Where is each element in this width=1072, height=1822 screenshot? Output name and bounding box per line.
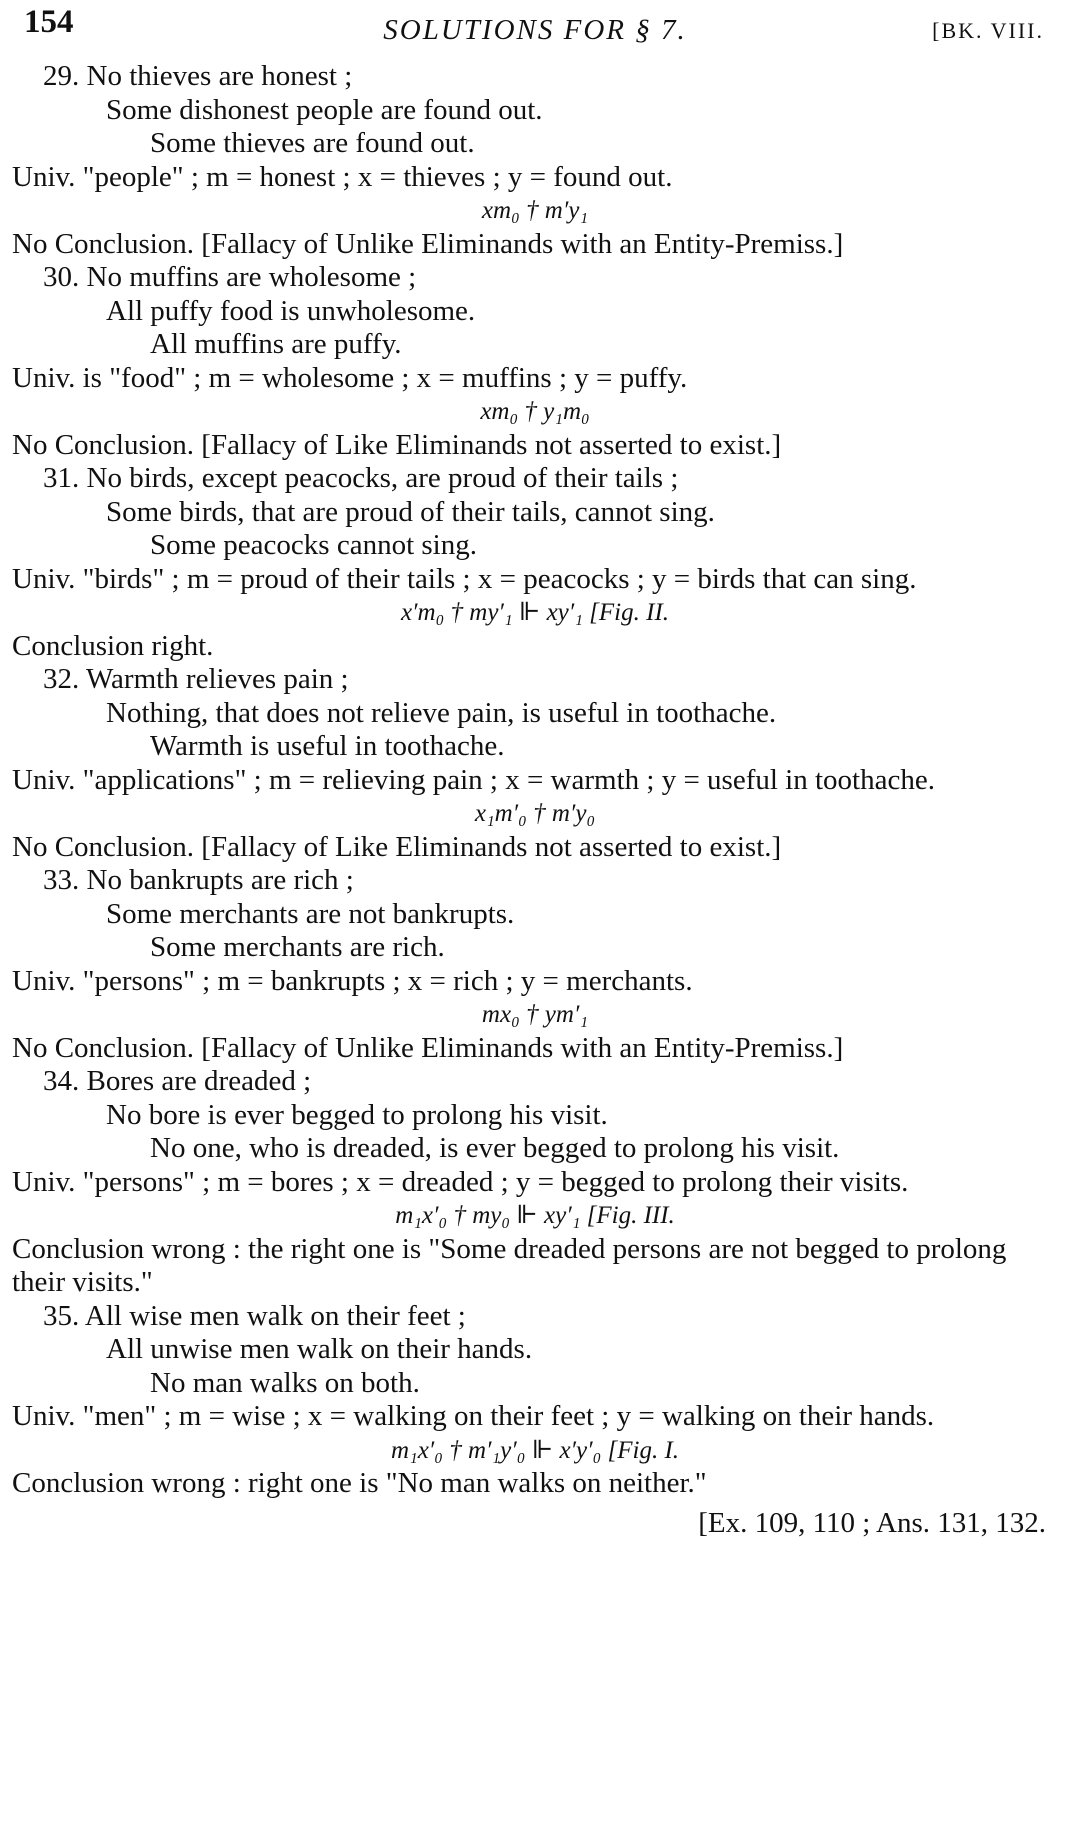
problem-32 (12, 663, 1058, 864)
problem-number: 33. (43, 864, 80, 896)
book-reference: [BK. VIII. (932, 18, 1044, 43)
universe-definition: Univ. is "food" ; m = wholesome ; x = muffins ; y = puffy. (12, 361, 688, 394)
problem-number: 31. (43, 462, 80, 494)
problem-33 (12, 864, 1058, 1065)
formula: mx₀ † ym′₁ (481, 1001, 589, 1028)
premise-second: All puffy food is unwholesome. (106, 294, 476, 327)
premise-second: Some dishonest people are found out. (106, 93, 543, 126)
universe-definition: Univ. "persons" ; m = bores ; x = dreaded ; y = begged to prolong their visits. (12, 1165, 909, 1198)
formula: m₁x′₀ † m′₁y′₀ ⊩ x′y′₀ [Fig. I. (390, 1436, 680, 1464)
premise-first: 29. No thieves are honest ; (43, 60, 353, 92)
universe-definition: Univ. "birds" ; m = proud of their tails ; x = peacocks ; y = birds that can sing. (12, 562, 917, 595)
problem-29 (12, 60, 1058, 261)
problem-number: 35. (43, 1299, 80, 1332)
premise-second: Some merchants are not bankrupts. (106, 897, 515, 930)
result: No Conclusion. [Fallacy of Unlike Eliminands with an Entity-Premiss.] (12, 1031, 844, 1064)
problem-30 (12, 261, 1058, 462)
premise-first: 35. All wise men walk on their feet ; (43, 1299, 466, 1332)
conclusion: No man walks on both. (150, 1366, 420, 1399)
result: No Conclusion. [Fallacy of Unlike Eliminands with an Entity-Premiss.] (12, 227, 844, 260)
result: No Conclusion. [Fallacy of Like Eliminands not asserted to exist.] (12, 428, 782, 461)
premise-second: Some birds, that are proud of their tails, cannot sing. (106, 495, 715, 528)
problem-number: 29. (43, 60, 80, 92)
universe-definition: Univ. "people" ; m = honest ; x = thieves ; y = found out. (12, 160, 673, 193)
premise-first: 32. Warmth relieves pain ; (43, 663, 349, 695)
page-number: 154 (24, 4, 74, 40)
universe-definition: Univ. "men" ; m = wise ; x = walking on their feet ; y = walking on their hands. (12, 1400, 935, 1432)
premise-second: All unwise men walk on their hands. (106, 1333, 533, 1365)
problem-number: 30. (43, 261, 80, 293)
formula: x₁m′₀ † m′y₀ (474, 800, 596, 827)
premise-first: 30. No muffins are wholesome ; (43, 261, 417, 293)
result: Conclusion wrong : the right one is "Some dreaded persons are not begged to prolong their visits." (12, 1232, 1007, 1298)
universe-definition: Univ. "persons" ; m = bankrupts ; x = rich ; y = merchants. (12, 964, 693, 997)
problem-number: 34. (43, 1065, 80, 1097)
premise-second: Nothing, that does not relieve pain, is useful in toothache. (106, 696, 777, 729)
result: No Conclusion. [Fallacy of Like Eliminands not asserted to exist.] (12, 830, 782, 863)
premise-second: No bore is ever begged to prolong his visit. (106, 1098, 608, 1131)
universe-definition: Univ. "applications" ; m = relieving pain ; x = warmth ; y = useful in toothache. (12, 763, 935, 796)
result: Conclusion right. (12, 629, 214, 662)
premise-first: 34. Bores are dreaded ; (43, 1065, 312, 1097)
page-header (12, 0, 1058, 60)
formula: m₁x′₀ † my₀ ⊩ xy′₁ [Fig. III. (395, 1202, 675, 1229)
formula: xm₀ † m′y₁ (481, 197, 589, 224)
conclusion: All muffins are puffy. (150, 328, 402, 360)
conclusion: Warmth is useful in toothache. (150, 730, 505, 762)
conclusion: No one, who is dreaded, is ever begged to prolong his visit. (150, 1132, 840, 1164)
problem-31 (12, 462, 1058, 663)
problem-34 (12, 1065, 1058, 1300)
premise-first: 33. No bankrupts are rich ; (43, 864, 354, 896)
running-title: SOLUTIONS FOR § 7. (383, 14, 687, 46)
problem-number: 32. (43, 663, 80, 695)
premise-first: 31. No birds, except peacocks, are proud of their tails ; (43, 462, 679, 494)
formula: x′m₀ † my′₁ ⊩ xy′₁ [Fig. II. (400, 599, 670, 626)
formula: xm₀ † y₁m₀ (480, 398, 590, 425)
exercise-reference: [Ex. 109, 110 ; Ans. 131, 132. (698, 1506, 1046, 1539)
conclusion: Some thieves are found out. (150, 127, 475, 159)
result: Conclusion wrong : right one is "No man walks on neither." (12, 1467, 707, 1499)
conclusion: Some merchants are rich. (150, 931, 445, 963)
conclusion: Some peacocks cannot sing. (150, 529, 477, 561)
problem-35 (12, 1300, 1058, 1501)
